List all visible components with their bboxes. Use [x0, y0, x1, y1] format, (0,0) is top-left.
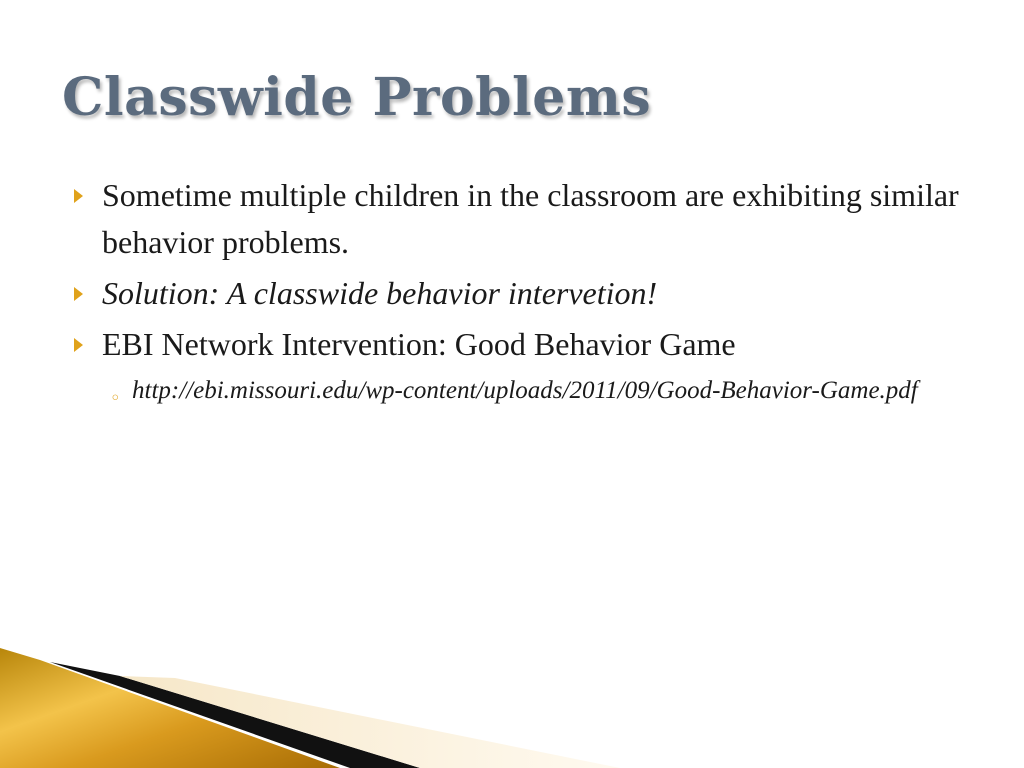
slide-title: Classwide Problems: [62, 67, 652, 128]
triangle-right-icon: [74, 338, 83, 352]
slide-content: [72, 172, 972, 410]
bullet-item: [72, 321, 972, 368]
bullet-text: EBI Network Intervention: Good Behavior Game: [102, 326, 736, 362]
bullet-text: Sometime multiple children in the classroom are exhibiting similar behavior problems.: [102, 177, 959, 260]
sub-bullet-item: [72, 372, 972, 410]
triangle-right-icon: [74, 287, 83, 301]
bullet-item: [72, 270, 972, 317]
bullet-text: Solution: A classwide behavior intervetion!: [102, 275, 658, 311]
ring-icon: ◦: [110, 388, 121, 409]
triangle-right-icon: [74, 189, 83, 203]
sub-bullet-link[interactable]: http://ebi.missouri.edu/wp-content/uploads/2011/09/Good-Behavior-Game.pdf: [132, 377, 918, 404]
bullet-item: [72, 172, 972, 266]
